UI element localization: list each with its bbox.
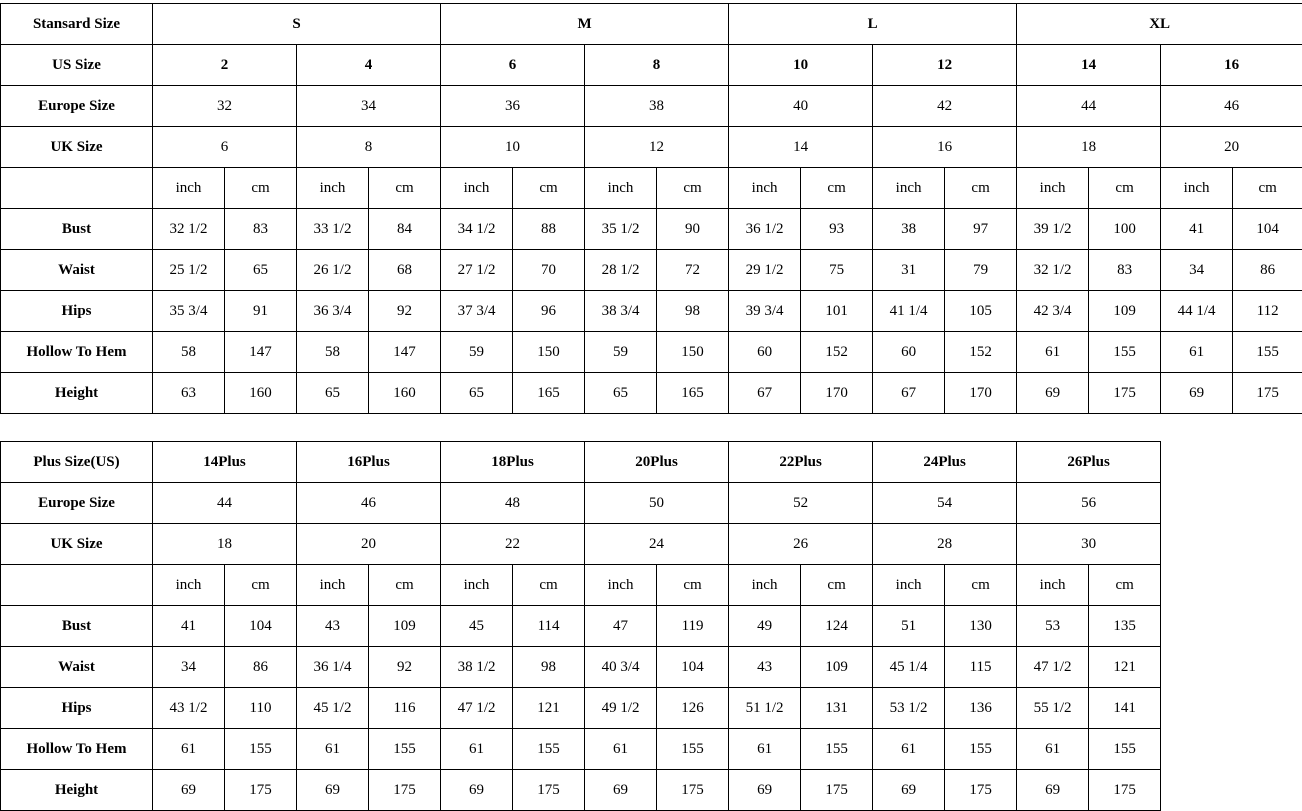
cell-waist-1: 65 — [225, 250, 297, 291]
plus-cell-hollow-6: 61 — [585, 729, 657, 770]
cell-uk-size-7: 20 — [1161, 127, 1302, 168]
cell-europe-size-3: 38 — [585, 86, 729, 127]
plus-cell-height-11: 175 — [945, 770, 1017, 811]
cell-europe-size-4: 40 — [729, 86, 873, 127]
plus-cell-europe-1: 46 — [297, 483, 441, 524]
cell-hips-13: 109 — [1089, 291, 1161, 332]
plus-cell-bust-3: 109 — [369, 606, 441, 647]
table-row-hips — [1, 291, 1302, 332]
cell-europe-size-7: 46 — [1161, 86, 1302, 127]
plus-cell-bust-12: 53 — [1017, 606, 1089, 647]
plus-cell-waist-9: 109 — [801, 647, 873, 688]
table-row-us-size — [1, 45, 1302, 86]
plus-unit-cell-9: cm — [801, 565, 873, 606]
unit-cell-3: cm — [369, 168, 441, 209]
cell-bust-13: 100 — [1089, 209, 1161, 250]
table-row-plus-size — [1, 442, 1161, 483]
plus-cell-hollow-10: 61 — [873, 729, 945, 770]
cell-height-7: 165 — [657, 373, 729, 414]
cell-hollow-2: 58 — [297, 332, 369, 373]
cell-hollow-11: 152 — [945, 332, 1017, 373]
cell-hips-8: 39 3/4 — [729, 291, 801, 332]
plus-cell-bust-8: 49 — [729, 606, 801, 647]
cell-waist-3: 68 — [369, 250, 441, 291]
unit-cell-2: inch — [297, 168, 369, 209]
cell-bust-4: 34 1/2 — [441, 209, 513, 250]
plus-cell-hollow-1: 155 — [225, 729, 297, 770]
plus-cell-hips-5: 121 — [513, 688, 585, 729]
cell-uk-size-5: 16 — [873, 127, 1017, 168]
plus-cell-height-7: 175 — [657, 770, 729, 811]
cell-europe-size-5: 42 — [873, 86, 1017, 127]
plus-group-16: 16Plus — [297, 442, 441, 483]
cell-hollow-9: 152 — [801, 332, 873, 373]
plus-row-header: Plus Size(US) — [1, 442, 153, 483]
plus-cell-hips-8: 51 1/2 — [729, 688, 801, 729]
cell-waist-11: 79 — [945, 250, 1017, 291]
standard-group-s: S — [153, 4, 441, 45]
cell-height-5: 165 — [513, 373, 585, 414]
table-row-plus-waist — [1, 647, 1161, 688]
cell-uk-size-2: 10 — [441, 127, 585, 168]
cell-waist-7: 72 — [657, 250, 729, 291]
cell-hips-2: 36 3/4 — [297, 291, 369, 332]
row-label-height: Height — [1, 373, 153, 414]
cell-height-12: 69 — [1017, 373, 1089, 414]
standard-row-header: Stansard Size — [1, 4, 153, 45]
plus-cell-height-9: 175 — [801, 770, 873, 811]
table-row-plus-europe-size — [1, 483, 1161, 524]
plus-cell-bust-11: 130 — [945, 606, 1017, 647]
cell-hips-11: 105 — [945, 291, 1017, 332]
plus-cell-hollow-9: 155 — [801, 729, 873, 770]
cell-waist-15: 86 — [1233, 250, 1302, 291]
plus-cell-hips-10: 53 1/2 — [873, 688, 945, 729]
cell-hips-7: 98 — [657, 291, 729, 332]
plus-unit-cell-2: inch — [297, 565, 369, 606]
plus-cell-bust-5: 114 — [513, 606, 585, 647]
plus-cell-waist-6: 40 3/4 — [585, 647, 657, 688]
cell-hips-0: 35 3/4 — [153, 291, 225, 332]
plus-cell-bust-0: 41 — [153, 606, 225, 647]
row-label-hollow-to-hem: Hollow To Hem — [1, 332, 153, 373]
cell-waist-6: 28 1/2 — [585, 250, 657, 291]
plus-cell-hips-4: 47 1/2 — [441, 688, 513, 729]
row-label-uk-size: UK Size — [1, 127, 153, 168]
cell-bust-12: 39 1/2 — [1017, 209, 1089, 250]
plus-cell-uk-6: 30 — [1017, 524, 1161, 565]
unit-cell-0: inch — [153, 168, 225, 209]
cell-waist-0: 25 1/2 — [153, 250, 225, 291]
cell-bust-11: 97 — [945, 209, 1017, 250]
cell-bust-15: 104 — [1233, 209, 1302, 250]
plus-unit-cell-12: inch — [1017, 565, 1089, 606]
unit-cell-4: inch — [441, 168, 513, 209]
cell-us-size-7: 16 — [1161, 45, 1302, 86]
plus-cell-height-8: 69 — [729, 770, 801, 811]
table-row-hollow-to-hem — [1, 332, 1302, 373]
plus-cell-waist-4: 38 1/2 — [441, 647, 513, 688]
plus-group-18: 18Plus — [441, 442, 585, 483]
unit-cell-11: cm — [945, 168, 1017, 209]
cell-waist-9: 75 — [801, 250, 873, 291]
cell-us-size-0: 2 — [153, 45, 297, 86]
plus-cell-hips-13: 141 — [1089, 688, 1161, 729]
unit-cell-9: cm — [801, 168, 873, 209]
plus-unit-cell-5: cm — [513, 565, 585, 606]
plus-unit-cell-7: cm — [657, 565, 729, 606]
plus-cell-height-5: 175 — [513, 770, 585, 811]
plus-cell-uk-1: 20 — [297, 524, 441, 565]
plus-cell-height-3: 175 — [369, 770, 441, 811]
cell-uk-size-6: 18 — [1017, 127, 1161, 168]
table-row-plus-bust — [1, 606, 1161, 647]
cell-hollow-3: 147 — [369, 332, 441, 373]
plus-cell-bust-10: 51 — [873, 606, 945, 647]
cell-hips-10: 41 1/4 — [873, 291, 945, 332]
cell-europe-size-6: 44 — [1017, 86, 1161, 127]
plus-unit-cell-3: cm — [369, 565, 441, 606]
plus-unit-row-empty-label — [1, 565, 153, 606]
cell-hips-3: 92 — [369, 291, 441, 332]
cell-bust-10: 38 — [873, 209, 945, 250]
cell-waist-13: 83 — [1089, 250, 1161, 291]
cell-height-8: 67 — [729, 373, 801, 414]
plus-cell-hips-7: 126 — [657, 688, 729, 729]
cell-height-4: 65 — [441, 373, 513, 414]
unit-row-empty-label — [1, 168, 153, 209]
table-row-waist — [1, 250, 1302, 291]
cell-bust-5: 88 — [513, 209, 585, 250]
cell-waist-8: 29 1/2 — [729, 250, 801, 291]
plus-cell-europe-0: 44 — [153, 483, 297, 524]
cell-hips-4: 37 3/4 — [441, 291, 513, 332]
cell-us-size-2: 6 — [441, 45, 585, 86]
plus-cell-waist-7: 104 — [657, 647, 729, 688]
plus-cell-hollow-4: 61 — [441, 729, 513, 770]
unit-cell-10: inch — [873, 168, 945, 209]
standard-group-l: L — [729, 4, 1017, 45]
table-row-plus-hollow-to-hem — [1, 729, 1161, 770]
plus-cell-europe-2: 48 — [441, 483, 585, 524]
plus-cell-hips-12: 55 1/2 — [1017, 688, 1089, 729]
plus-cell-waist-10: 45 1/4 — [873, 647, 945, 688]
cell-hollow-13: 155 — [1089, 332, 1161, 373]
cell-hollow-15: 155 — [1233, 332, 1302, 373]
plus-cell-waist-11: 115 — [945, 647, 1017, 688]
plus-cell-hollow-13: 155 — [1089, 729, 1161, 770]
plus-cell-height-6: 69 — [585, 770, 657, 811]
unit-cell-15: cm — [1233, 168, 1302, 209]
cell-hollow-1: 147 — [225, 332, 297, 373]
plus-cell-height-12: 69 — [1017, 770, 1089, 811]
plus-cell-height-4: 69 — [441, 770, 513, 811]
plus-cell-hollow-2: 61 — [297, 729, 369, 770]
unit-cell-7: cm — [657, 168, 729, 209]
cell-hollow-0: 58 — [153, 332, 225, 373]
cell-hips-5: 96 — [513, 291, 585, 332]
plus-cell-uk-5: 28 — [873, 524, 1017, 565]
plus-cell-hollow-11: 155 — [945, 729, 1017, 770]
cell-hips-14: 44 1/4 — [1161, 291, 1233, 332]
row-label-waist: Waist — [1, 250, 153, 291]
cell-bust-3: 84 — [369, 209, 441, 250]
cell-us-size-5: 12 — [873, 45, 1017, 86]
plus-cell-height-13: 175 — [1089, 770, 1161, 811]
unit-cell-14: inch — [1161, 168, 1233, 209]
cell-bust-0: 32 1/2 — [153, 209, 225, 250]
plus-cell-bust-6: 47 — [585, 606, 657, 647]
plus-cell-europe-4: 52 — [729, 483, 873, 524]
plus-cell-hips-1: 110 — [225, 688, 297, 729]
plus-cell-hollow-5: 155 — [513, 729, 585, 770]
plus-cell-waist-2: 36 1/4 — [297, 647, 369, 688]
cell-height-13: 175 — [1089, 373, 1161, 414]
cell-height-0: 63 — [153, 373, 225, 414]
plus-unit-cell-0: inch — [153, 565, 225, 606]
row-label-bust: Bust — [1, 209, 153, 250]
plus-cell-europe-5: 54 — [873, 483, 1017, 524]
plus-cell-waist-12: 47 1/2 — [1017, 647, 1089, 688]
unit-cell-8: inch — [729, 168, 801, 209]
plus-row-label-height: Height — [1, 770, 153, 811]
plus-cell-height-1: 175 — [225, 770, 297, 811]
plus-group-22: 22Plus — [729, 442, 873, 483]
cell-waist-5: 70 — [513, 250, 585, 291]
plus-cell-hips-11: 136 — [945, 688, 1017, 729]
cell-hollow-4: 59 — [441, 332, 513, 373]
plus-unit-cell-4: inch — [441, 565, 513, 606]
cell-hips-15: 112 — [1233, 291, 1302, 332]
table-row-units — [1, 168, 1302, 209]
standard-group-m: M — [441, 4, 729, 45]
row-label-hips: Hips — [1, 291, 153, 332]
cell-waist-4: 27 1/2 — [441, 250, 513, 291]
plus-cell-waist-0: 34 — [153, 647, 225, 688]
cell-us-size-6: 14 — [1017, 45, 1161, 86]
cell-hollow-7: 150 — [657, 332, 729, 373]
plus-unit-cell-11: cm — [945, 565, 1017, 606]
plus-row-label-bust: Bust — [1, 606, 153, 647]
plus-size-table — [0, 441, 1161, 811]
cell-hollow-6: 59 — [585, 332, 657, 373]
cell-height-9: 170 — [801, 373, 873, 414]
cell-bust-7: 90 — [657, 209, 729, 250]
cell-waist-2: 26 1/2 — [297, 250, 369, 291]
cell-hollow-12: 61 — [1017, 332, 1089, 373]
cell-height-14: 69 — [1161, 373, 1233, 414]
cell-bust-9: 93 — [801, 209, 873, 250]
cell-height-2: 65 — [297, 373, 369, 414]
cell-uk-size-1: 8 — [297, 127, 441, 168]
plus-cell-waist-5: 98 — [513, 647, 585, 688]
cell-height-3: 160 — [369, 373, 441, 414]
cell-us-size-1: 4 — [297, 45, 441, 86]
plus-cell-hips-0: 43 1/2 — [153, 688, 225, 729]
plus-row-label-hips: Hips — [1, 688, 153, 729]
unit-cell-5: cm — [513, 168, 585, 209]
cell-hollow-8: 60 — [729, 332, 801, 373]
cell-hips-9: 101 — [801, 291, 873, 332]
plus-row-label-waist: Waist — [1, 647, 153, 688]
plus-unit-cell-13: cm — [1089, 565, 1161, 606]
plus-cell-height-10: 69 — [873, 770, 945, 811]
plus-unit-cell-8: inch — [729, 565, 801, 606]
cell-uk-size-3: 12 — [585, 127, 729, 168]
plus-unit-cell-6: inch — [585, 565, 657, 606]
plus-cell-uk-0: 18 — [153, 524, 297, 565]
table-row-standard-size — [1, 4, 1302, 45]
cell-bust-1: 83 — [225, 209, 297, 250]
table-row-height — [1, 373, 1302, 414]
cell-us-size-3: 8 — [585, 45, 729, 86]
plus-cell-hollow-3: 155 — [369, 729, 441, 770]
table-row-bust — [1, 209, 1302, 250]
unit-cell-13: cm — [1089, 168, 1161, 209]
unit-cell-12: inch — [1017, 168, 1089, 209]
plus-group-14: 14Plus — [153, 442, 297, 483]
plus-cell-waist-13: 121 — [1089, 647, 1161, 688]
plus-cell-bust-13: 135 — [1089, 606, 1161, 647]
cell-height-1: 160 — [225, 373, 297, 414]
plus-cell-hips-6: 49 1/2 — [585, 688, 657, 729]
plus-cell-hollow-12: 61 — [1017, 729, 1089, 770]
plus-row-label-uk-size: UK Size — [1, 524, 153, 565]
plus-cell-uk-4: 26 — [729, 524, 873, 565]
cell-europe-size-0: 32 — [153, 86, 297, 127]
cell-uk-size-4: 14 — [729, 127, 873, 168]
cell-hollow-10: 60 — [873, 332, 945, 373]
cell-bust-8: 36 1/2 — [729, 209, 801, 250]
plus-cell-hollow-8: 61 — [729, 729, 801, 770]
standard-size-table — [0, 3, 1302, 414]
plus-group-26: 26Plus — [1017, 442, 1161, 483]
unit-cell-1: cm — [225, 168, 297, 209]
plus-row-label-hollow-to-hem: Hollow To Hem — [1, 729, 153, 770]
cell-bust-6: 35 1/2 — [585, 209, 657, 250]
plus-cell-bust-2: 43 — [297, 606, 369, 647]
standard-group-xl: XL — [1017, 4, 1302, 45]
plus-cell-hips-3: 116 — [369, 688, 441, 729]
cell-bust-2: 33 1/2 — [297, 209, 369, 250]
table-row-plus-units — [1, 565, 1161, 606]
plus-cell-height-2: 69 — [297, 770, 369, 811]
plus-row-label-europe-size: Europe Size — [1, 483, 153, 524]
cell-height-15: 175 — [1233, 373, 1302, 414]
plus-cell-bust-9: 124 — [801, 606, 873, 647]
plus-cell-europe-6: 56 — [1017, 483, 1161, 524]
table-row-plus-uk-size — [1, 524, 1161, 565]
cell-europe-size-1: 34 — [297, 86, 441, 127]
row-label-europe-size: Europe Size — [1, 86, 153, 127]
plus-cell-height-0: 69 — [153, 770, 225, 811]
cell-us-size-4: 10 — [729, 45, 873, 86]
cell-waist-10: 31 — [873, 250, 945, 291]
plus-unit-cell-10: inch — [873, 565, 945, 606]
plus-cell-hips-9: 131 — [801, 688, 873, 729]
unit-cell-6: inch — [585, 168, 657, 209]
plus-cell-waist-1: 86 — [225, 647, 297, 688]
plus-cell-hollow-7: 155 — [657, 729, 729, 770]
cell-height-6: 65 — [585, 373, 657, 414]
cell-bust-14: 41 — [1161, 209, 1233, 250]
plus-cell-uk-3: 24 — [585, 524, 729, 565]
table-row-plus-hips — [1, 688, 1161, 729]
plus-group-24: 24Plus — [873, 442, 1017, 483]
plus-cell-uk-2: 22 — [441, 524, 585, 565]
cell-hips-6: 38 3/4 — [585, 291, 657, 332]
row-label-us-size: US Size — [1, 45, 153, 86]
cell-hips-1: 91 — [225, 291, 297, 332]
cell-waist-12: 32 1/2 — [1017, 250, 1089, 291]
cell-height-10: 67 — [873, 373, 945, 414]
plus-cell-bust-7: 119 — [657, 606, 729, 647]
plus-cell-hips-2: 45 1/2 — [297, 688, 369, 729]
plus-cell-hollow-0: 61 — [153, 729, 225, 770]
plus-cell-europe-3: 50 — [585, 483, 729, 524]
plus-unit-cell-1: cm — [225, 565, 297, 606]
plus-group-20: 20Plus — [585, 442, 729, 483]
plus-cell-bust-1: 104 — [225, 606, 297, 647]
plus-cell-waist-3: 92 — [369, 647, 441, 688]
cell-hollow-5: 150 — [513, 332, 585, 373]
cell-europe-size-2: 36 — [441, 86, 585, 127]
plus-cell-waist-8: 43 — [729, 647, 801, 688]
cell-hips-12: 42 3/4 — [1017, 291, 1089, 332]
cell-uk-size-0: 6 — [153, 127, 297, 168]
plus-cell-bust-4: 45 — [441, 606, 513, 647]
table-row-europe-size — [1, 86, 1302, 127]
cell-hollow-14: 61 — [1161, 332, 1233, 373]
cell-waist-14: 34 — [1161, 250, 1233, 291]
table-row-plus-height — [1, 770, 1161, 811]
cell-height-11: 170 — [945, 373, 1017, 414]
table-row-uk-size — [1, 127, 1302, 168]
